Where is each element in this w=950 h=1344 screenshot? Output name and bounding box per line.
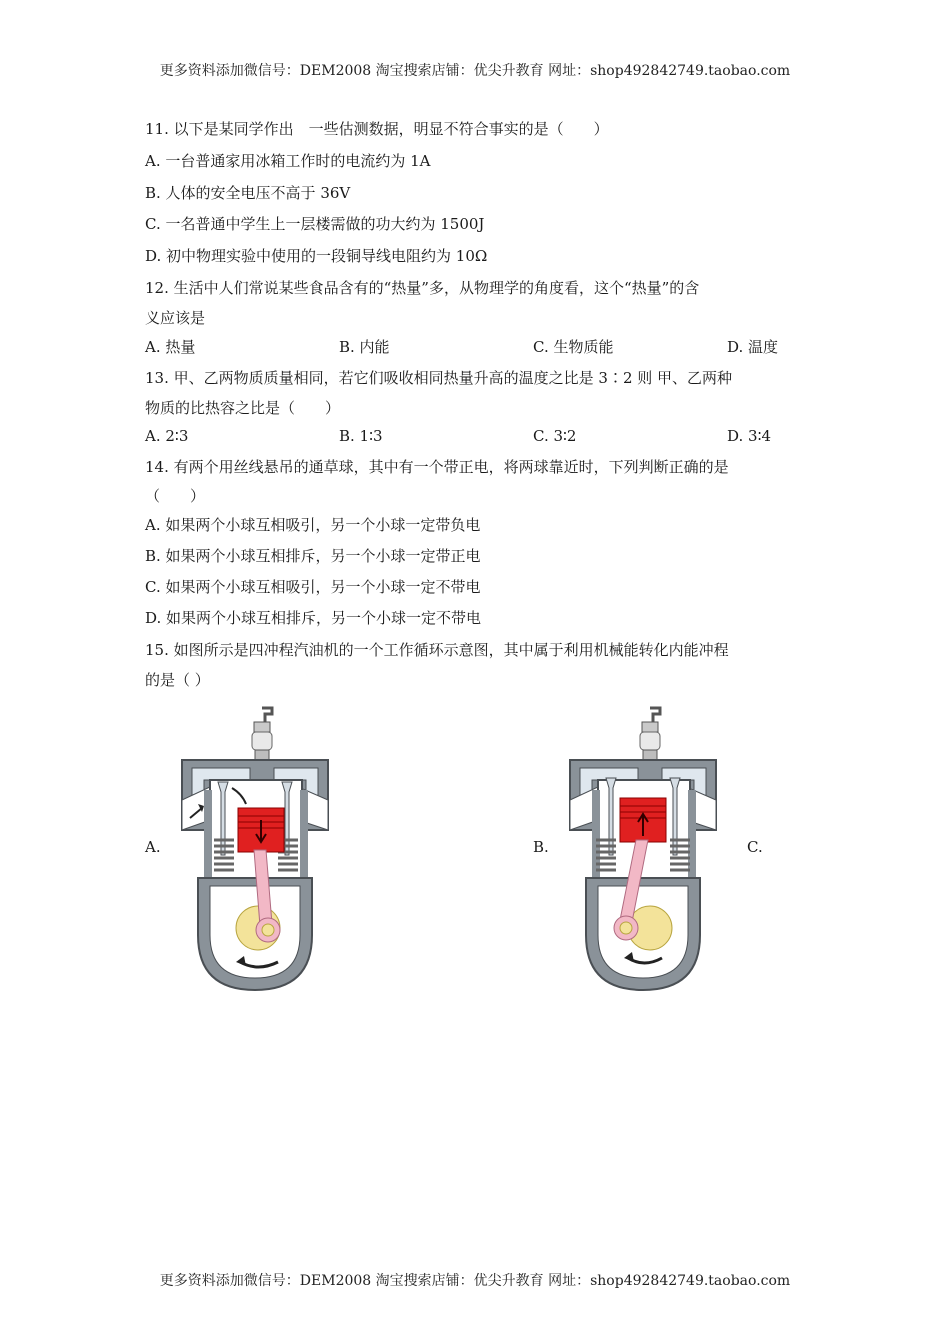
q12-option-b: B. 内能 — [339, 338, 390, 356]
q12-option-c: C. 生物质能 — [533, 338, 614, 356]
q14-option-a: A. 如果两个小球互相吸引，另一个小球一定带负电 — [145, 516, 481, 534]
q15-figure-label-b: B. — [533, 838, 549, 856]
piston-icon — [620, 798, 666, 842]
q14-option-b: B. 如果两个小球互相排斥，另一个小球一定带正电 — [145, 547, 481, 565]
q13-option-b: B. 1∶3 — [339, 427, 383, 445]
spark-plug-icon — [252, 708, 272, 760]
q12-option-a: A. 热量 — [145, 338, 196, 356]
q13-stem-line1: 13. 甲、乙两物质质量相同，若它们吸收相同热量升高的温度之比是 3∶2 则 甲、乙两种 — [145, 369, 733, 387]
engine-diagram-b — [558, 700, 728, 995]
q11-option-b: B. 人体的安全电压不高于 36V — [145, 184, 351, 202]
q13-option-a: A. 2∶3 — [145, 427, 189, 445]
page-header: 更多资料添加微信号：DEM2008 淘宝搜索店铺：优尖升教育 网址：shop492842749.taobao.com — [159, 63, 791, 79]
q15-stem-line2: 的是（ ） — [145, 671, 210, 689]
spark-plug-icon — [640, 708, 660, 760]
q12-option-d: D. 温度 — [727, 338, 779, 356]
q15-figure-label-a: A. — [145, 838, 161, 856]
q12-stem-line2: 义应该是 — [145, 309, 206, 327]
q14-option-d: D. 如果两个小球互相排斥，另一个小球一定不带电 — [145, 609, 482, 627]
q14-stem-line2: （ ） — [145, 487, 206, 505]
q13-option-c: C. 3∶2 — [533, 427, 577, 445]
q11-option-c: C. 一名普通中学生上一层楼需做的功大约为 1500J — [145, 215, 485, 233]
q11-option-a: A. 一台普通家用冰箱工作时的电流约为 1A — [145, 152, 431, 170]
q15-figure-label-c: C. — [747, 838, 763, 856]
engine-diagram-a — [170, 700, 340, 995]
q12-stem-line1: 12. 生活中人们常说某些食品含有的“热量”多，从物理学的角度看，这个“热量”的含 — [145, 279, 700, 297]
q11-stem: 11. 以下是某同学作出 一些估测数据，明显不符合事实的是（ ） — [145, 120, 609, 138]
piston-icon — [238, 808, 284, 852]
q15-stem-line1: 15. 如图所示是四冲程汽油机的一个工作循环示意图，其中属于利用机械能转化内能冲程 — [145, 641, 729, 659]
page-footer: 更多资料添加微信号：DEM2008 淘宝搜索店铺：优尖升教育 网址：shop492842749.taobao.com — [159, 1273, 791, 1289]
q13-option-d: D. 3∶4 — [727, 427, 772, 445]
q13-stem-line2: 物质的比热容之比是（ ） — [145, 399, 341, 417]
q14-option-c: C. 如果两个小球互相吸引，另一个小球一定不带电 — [145, 578, 481, 596]
q11-option-d: D. 初中物理实验中使用的一段铜导线电阻约为 10Ω — [145, 247, 488, 265]
q14-stem-line1: 14. 有两个用丝线悬吊的通草球，其中有一个带正电，将两球靠近时，下列判断正确的是 — [145, 458, 729, 476]
